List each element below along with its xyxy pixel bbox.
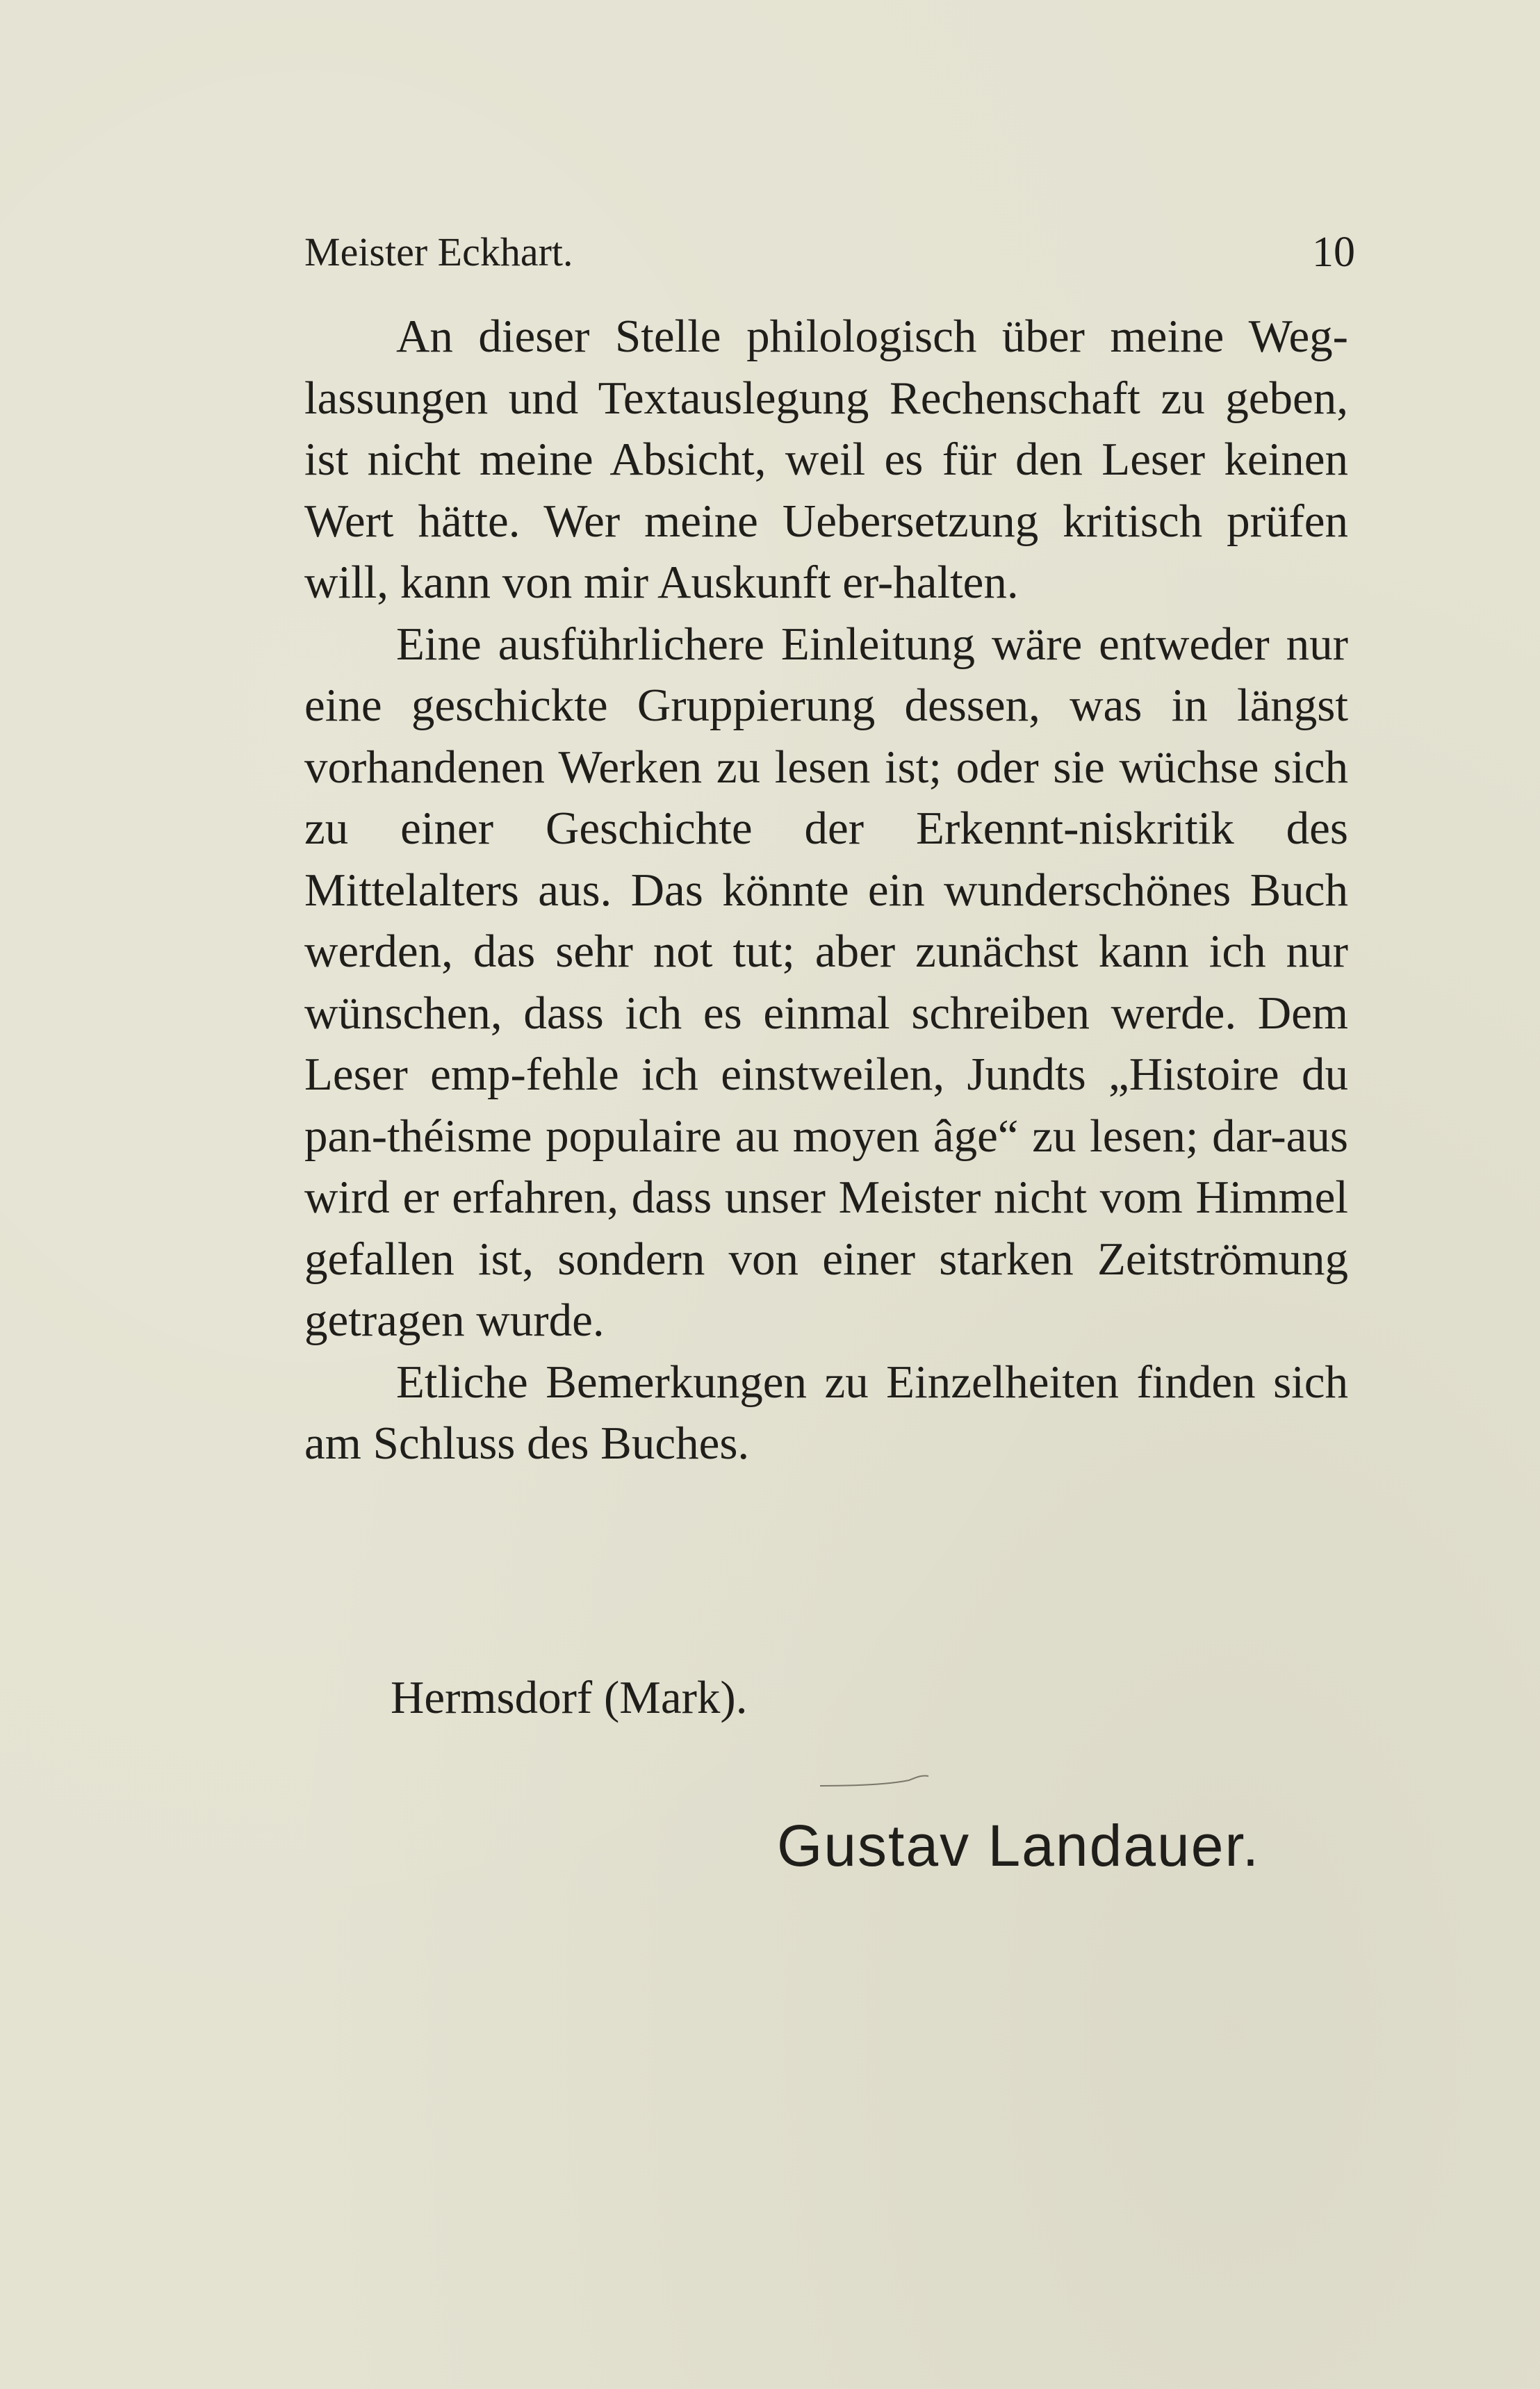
author-signature: Gustav Landauer.: [777, 1813, 1261, 1878]
place-and-date: Hermsdorf (Mark).: [391, 1672, 748, 1723]
body-text: [304, 306, 1348, 1475]
paragraph-2: Eine ausführlichere Einleitung wäre entweder nur eine geschickte Gruppierung dessen, was in längst vorhandenen Werken zu lesen ist; oder sie wüchse sich zu einer Geschichte der Erkennt-niskritik des Mittelalters aus. Das könnte ein wunderschönes Buch werden, das sehr not tut; aber zunächst kann ich nur wünschen, dass ich es einmal schreiben werde. Dem Leser emp-fehle ich einstweilen, Jundts „Histoire du pan-théisme populaire au moyen âge“ zu lesen; dar-aus wird er erfahren, dass unser Meister nicht vom Himmel gefallen ist, sondern von einer starken Zeitströmung getragen wurde.: [304, 618, 1348, 1346]
signature-flourish: [819, 1765, 944, 1793]
paragraph-3: Etliche Bemerkungen zu Einzelheiten finden sich am Schluss des Buches.: [304, 1356, 1348, 1469]
running-head: [304, 221, 1355, 284]
paragraph-1: An dieser Stelle philologisch über meine Weg-lassungen und Textauslegung Rechenschaft zu geben, ist nicht meine Absicht, weil es für den Leser keinen Wert hätte. Wer meine Uebersetzung kritisch prüfen will, kann von mir Auskunft er-halten.: [304, 311, 1348, 608]
running-title: Meister Eckhart.: [304, 229, 573, 274]
page-number: 10: [1312, 229, 1355, 276]
